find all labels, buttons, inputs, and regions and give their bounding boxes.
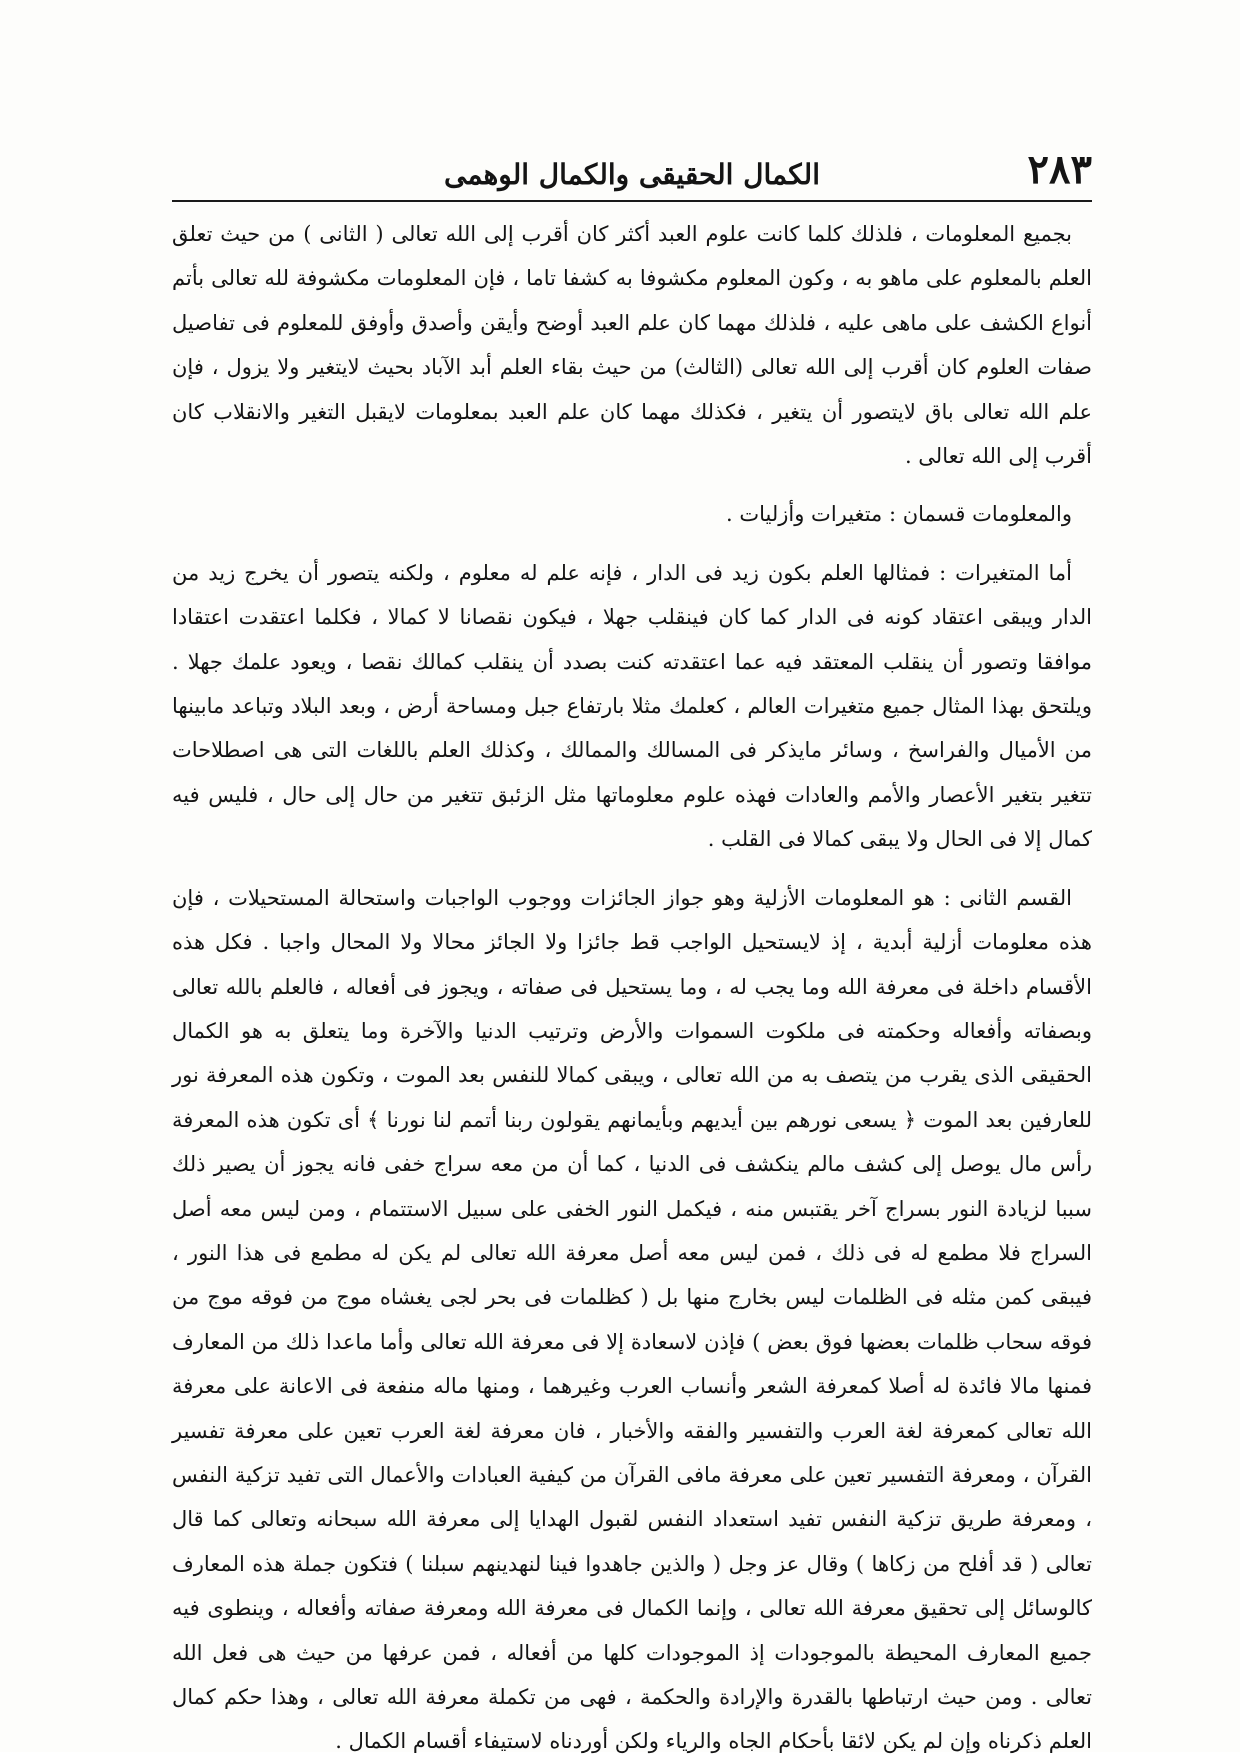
paragraph-eternal-knowledge: القسم الثانى : هو المعلومات الأزلية وهو جواز الجائزات ووجوب الواجبات واستحالة المستحيلات ، فإن هذه معلومات أزلية أبدية ، إذ لايستحيل الواجب قط جائزا ولا الجائز محالا ولا المحال واجبا . فكل هذه الأقسام داخلة فى معرفة الله وما يجب له ، وما يستحيل فى صفاته ، ويجوز فى أفعاله ، فالعلم بالله تعالى وبصفاته وأفعاله وحكمته فى ملكوت السموات والأرض وترتيب الدنيا والآخرة وما يتعلق به هو الكمال الحقيقى الذى يقرب من يتصف به من الله تعالى ، ويبقى كمالا للنفس بعد الموت ، وتكون هذه المعرفة نور للعارفين بعد الموت ﴿ يسعى نورهم بين أيديهم وبأيمانهم يقولون ربنا أتمم لنا نورنا ﴾ أى تكون هذه المعرفة رأس مال يوصل إلى كشف مالم ينكشف فى الدنيا ، كما أن من معه سراج خفى فانه يجوز أن يصير ذلك سببا لزيادة النور بسراج آخر يقتبس منه ، فيكمل النور الخفى على سبيل الاستتمام ، ومن ليس معه أصل السراج فلا مطمع له فى ذلك ، فمن ليس معه أصل معرفة الله تعالى لم يكن له مطمع فى هذا النور ، فيبقى كمن مثله فى الظلمات ليس بخارج منها بل ( كظلمات فى بحر لجى يغشاه موج من فوقه موج من فوقه سحاب ظلمات بعضها فوق بعض ) فإذن لاسعادة إلا فى معرفة الله تعالى وأما ماعدا ذلك من المعارف فمنها مالا فائدة له أصلا كمعرفة الشعر وأنساب العرب وغيرهما ، ومنها ماله منفعة فى الاعانة على معرفة الله تعالى كمعرفة لغة العرب والتفسير والفقه والأخبار ، فان معرفة لغة العرب تعين على معرفة تفسير القرآن ، ومعرفة التفسير تعين على معرفة مافى القرآن من كيفية العبادات والأعمال التى تفيد تزكية النفس ، ومعرفة طريق تزكية النفس تفيد استعداد النفس لقبول الهدايا إلى معرفة الله سبحانه وتعالى كما قال تعالى ( قد أفلح من زكاها ) وقال عز وجل ( والذين جاهدوا فينا لنهدينهم سبلنا ) فتكون جملة هذه المعارف كالوسائل إلى تحقيق معرفة الله تعالى ، وإنما الكمال فى معرفة الله ومعرفة صفاته وأفعاله ، وينطوى فيه جميع المعارف المحيطة بالموجودات إذ الموجودات كلها من أفعاله ، فمن عرفها من حيث هى فعل الله تعالى . ومن حيث ارتباطها بالقدرة والإرادة والحكمة ، فهى من تكملة معرفة الله تعالى ، وهذا حكم كمال العلم ذكرناه وإن لم يكن لائقا بأحكام الجاه والرياء ولكن أوردناه لاستيفاء أقسام الكمال . — [172, 885, 1092, 1754]
paragraph-knowledge-aspects: بجميع المعلومات ، فلذلك كلما كانت علوم العبد أكثر كان أقرب إلى الله تعالى ( الثانى ) من حيث تعلق العلم بالمعلوم على ماهو به ، وكون المعلوم مكشوفا به كشفا تاما ، فإن المعلومات مكشوفة لله تعالى بأتم أنواع الكشف على ماهى عليه ، فلذلك مهما كان علم العبد أوضح وأيقن وأصدق وأوفق للمعلوم فى تفاصيل صفات العلوم كان أقرب إلى الله تعالى (الثالث) من حيث بقاء العلم أبد الآباد بحيث لايتغير ولا يزول ، فإن علم الله تعالى باق لايتصور أن يتغير ، فكذلك مهما كان علم العبد بمعلومات لايقبل التغير والانقلاب كان أقرب إلى الله تعالى . — [172, 222, 1092, 469]
running-title: الكمال الحقيقى والكمال الوهمى — [443, 158, 820, 191]
paragraph-knowledge-division: والمعلومات قسمان : متغيرات وأزليات . — [726, 502, 1072, 527]
paragraph-changeable-knowledge: أما المتغيرات : فمثالها العلم بكون زيد فى الدار ، فإنه علم له معلوم ، ولكنه يتصور أن يخرج زيد من الدار ويبقى اعتقاد كونه فى الدار كما كان فينقلب جهلا ، فيكون نقصانا لا كمالا ، فكلما اعتقدت اعتقادا موافقا وتصور أن ينقلب المعتقد فيه عما اعتقدته كنت بصدد أن ينقلب كمالك نقصا ، ويعود علمك جهلا . ويلتحق بهذا المثال جميع متغيرات العالم ، كعلمك مثلا بارتفاع جبل ومساحة أرض ، وبعد البلاد وتباعد مابينها من الأميال والفراسخ ، وسائر مايذكر فى المسالك والممالك ، وكذلك العلم باللغات التى هى اصطلاحات تتغير بتغير الأعصار والأمم والعادات فهذه علوم معلوماتها مثل الزئبق تتغير من حال إلى حال ، فليس فيه كمال إلا فى الحال ولا يبقى كمالا فى القلب . — [172, 560, 1093, 852]
page-number: ٢٨٣ — [1027, 146, 1092, 193]
page-header — [172, 144, 1092, 200]
header-rule — [172, 200, 1092, 202]
page-body — [172, 212, 1092, 1764]
